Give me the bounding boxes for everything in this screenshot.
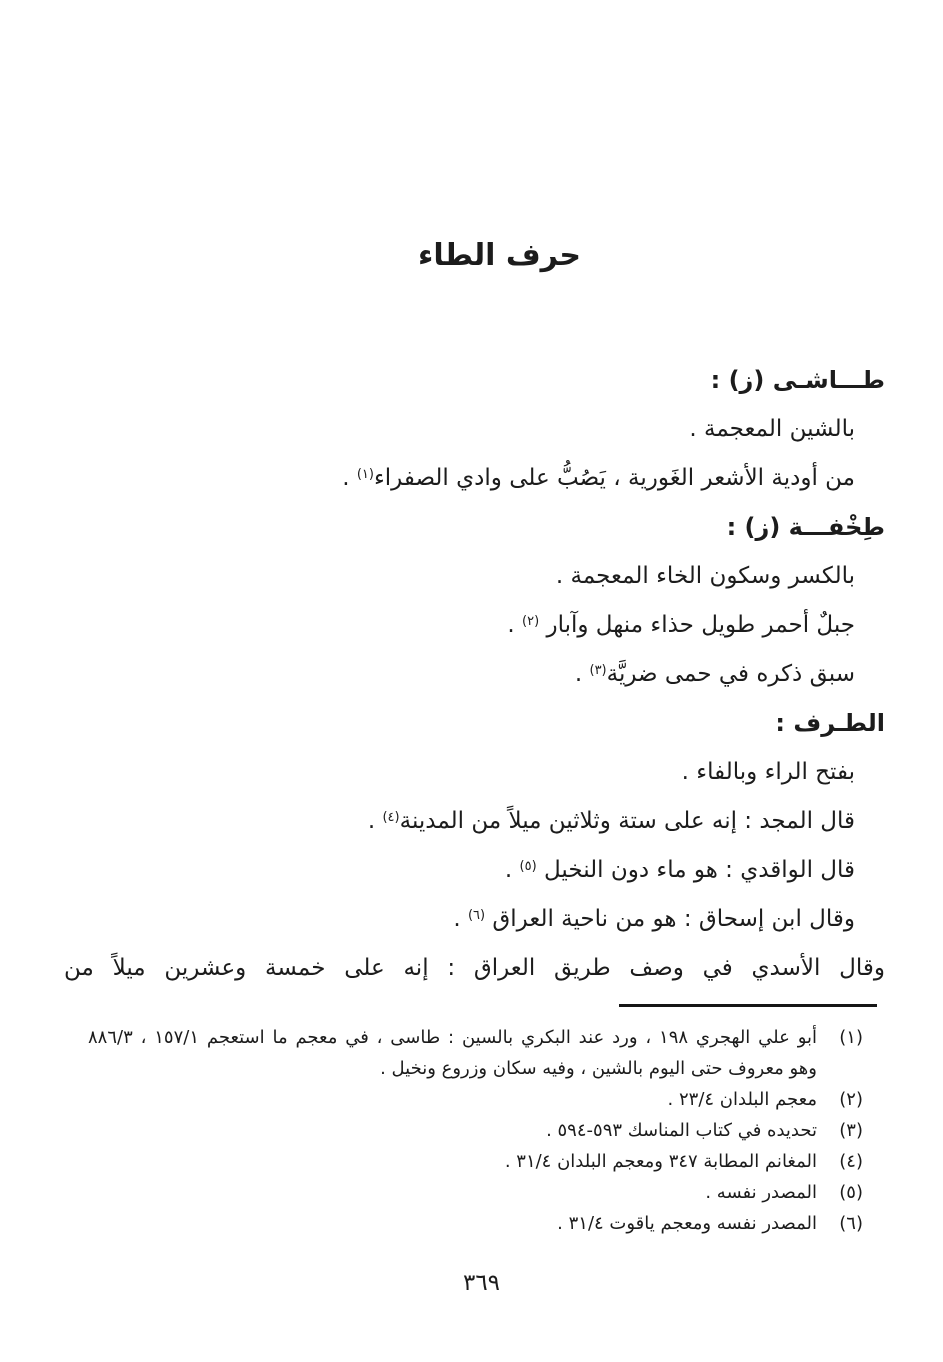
entry-term: طـــاشـى (ز) : [710, 366, 885, 394]
footnote [88, 1208, 863, 1239]
footnote-ref: (٦) [467, 908, 486, 923]
body-line [64, 454, 885, 503]
footnote-text [88, 1022, 817, 1084]
line-text: قال الواقدي : هو ماء دون النخيل [536, 857, 855, 883]
body-line [64, 846, 885, 895]
body-line [64, 895, 885, 944]
footnote-number: (٤) [839, 1151, 863, 1172]
line-tail: . [504, 857, 520, 883]
footnote [88, 1177, 863, 1208]
footnote-number: (٣) [839, 1120, 863, 1141]
line-text: من أودية الأشعر الغَورية ، يَصُبُّ على وادي الصفراء [373, 465, 855, 491]
footnote-text-line: أبو علي الهجري ١٩٨ ، ورد عند البكري بالسين : طاسى ، في معجم ما استعجم ١٥٧/١ ، ٨٨٦/٣ [88, 1027, 817, 1048]
footnote-number: (٦) [839, 1213, 863, 1234]
body-line [64, 748, 885, 797]
body-line [64, 797, 885, 846]
line-text: قال المجد : إنه على ستة وثلاثين ميلاً من المدينة [399, 808, 855, 834]
footnote-ref: (٤) [382, 810, 400, 825]
line-tail: . [453, 906, 468, 932]
footnote [88, 1146, 863, 1177]
entry-term: طِخْفـــة (ز) : [726, 513, 885, 541]
footnote-text: المغانم المطابة ٣٤٧ ومعجم البلدان ٣١/٤ . [504, 1151, 817, 1172]
chapter-title: حرف الطاء [418, 238, 581, 273]
footnote [88, 1115, 863, 1146]
footnote-separator [619, 1004, 877, 1007]
line-tail: . [574, 661, 590, 687]
footnote-text: المصدر نفسه ومعجم ياقوت ٣١/٤ . [557, 1213, 817, 1234]
body-line [64, 405, 885, 454]
line-text: جبلٌ أحمر طويل حذاء منهل وآبار [539, 612, 855, 638]
footnote-number: (٢) [839, 1089, 863, 1110]
footnote-text-line: وهو معروف حتى اليوم بالشين ، وفيه سكان وزروع ونخيل . [380, 1058, 817, 1079]
line-tail: . [342, 465, 357, 491]
footnote [88, 1022, 863, 1084]
footnote-text: المصدر نفسه . [705, 1182, 817, 1203]
page-number: ٣٦٩ [462, 1270, 501, 1296]
line-text: بالكسر وسكون الخاء المعجمة . [555, 563, 855, 589]
footnote-number: (٥) [839, 1182, 863, 1203]
body-line [64, 650, 885, 699]
body-line [64, 552, 885, 601]
footnote-ref: (١) [356, 467, 374, 482]
body-line [64, 601, 885, 650]
line-text: وقال ابن إسحاق : هو من ناحية العراق [485, 906, 855, 932]
footnote-number: (١) [839, 1027, 863, 1048]
footnote-text: معجم البلدان ٢٣/٤ . [667, 1089, 817, 1110]
entry-term: الطـرف : [775, 709, 885, 737]
footnotes-block [88, 1022, 863, 1239]
footnote [88, 1084, 863, 1115]
footnote-ref: (٣) [589, 663, 607, 678]
line-tail: . [367, 808, 383, 834]
line-text: بفتح الراء وبالفاء . [681, 759, 855, 785]
body-line [64, 944, 885, 993]
entries-block [64, 356, 885, 993]
line-tail: . [507, 612, 523, 638]
footnote-ref: (٥) [519, 859, 537, 874]
line-text: وقال الأسدي في وصف طريق العراق : إنه على خمسة وعشرين ميلاً من [64, 955, 885, 981]
footnote-text: تحديده في كتاب المناسك ٥٩٣-٥٩٤ . [546, 1120, 817, 1141]
footnote-ref: (٢) [522, 614, 540, 629]
line-text: بالشين المعجمة . [689, 416, 855, 442]
line-text: سبق ذكره في حمى ضريَّة [606, 661, 855, 687]
